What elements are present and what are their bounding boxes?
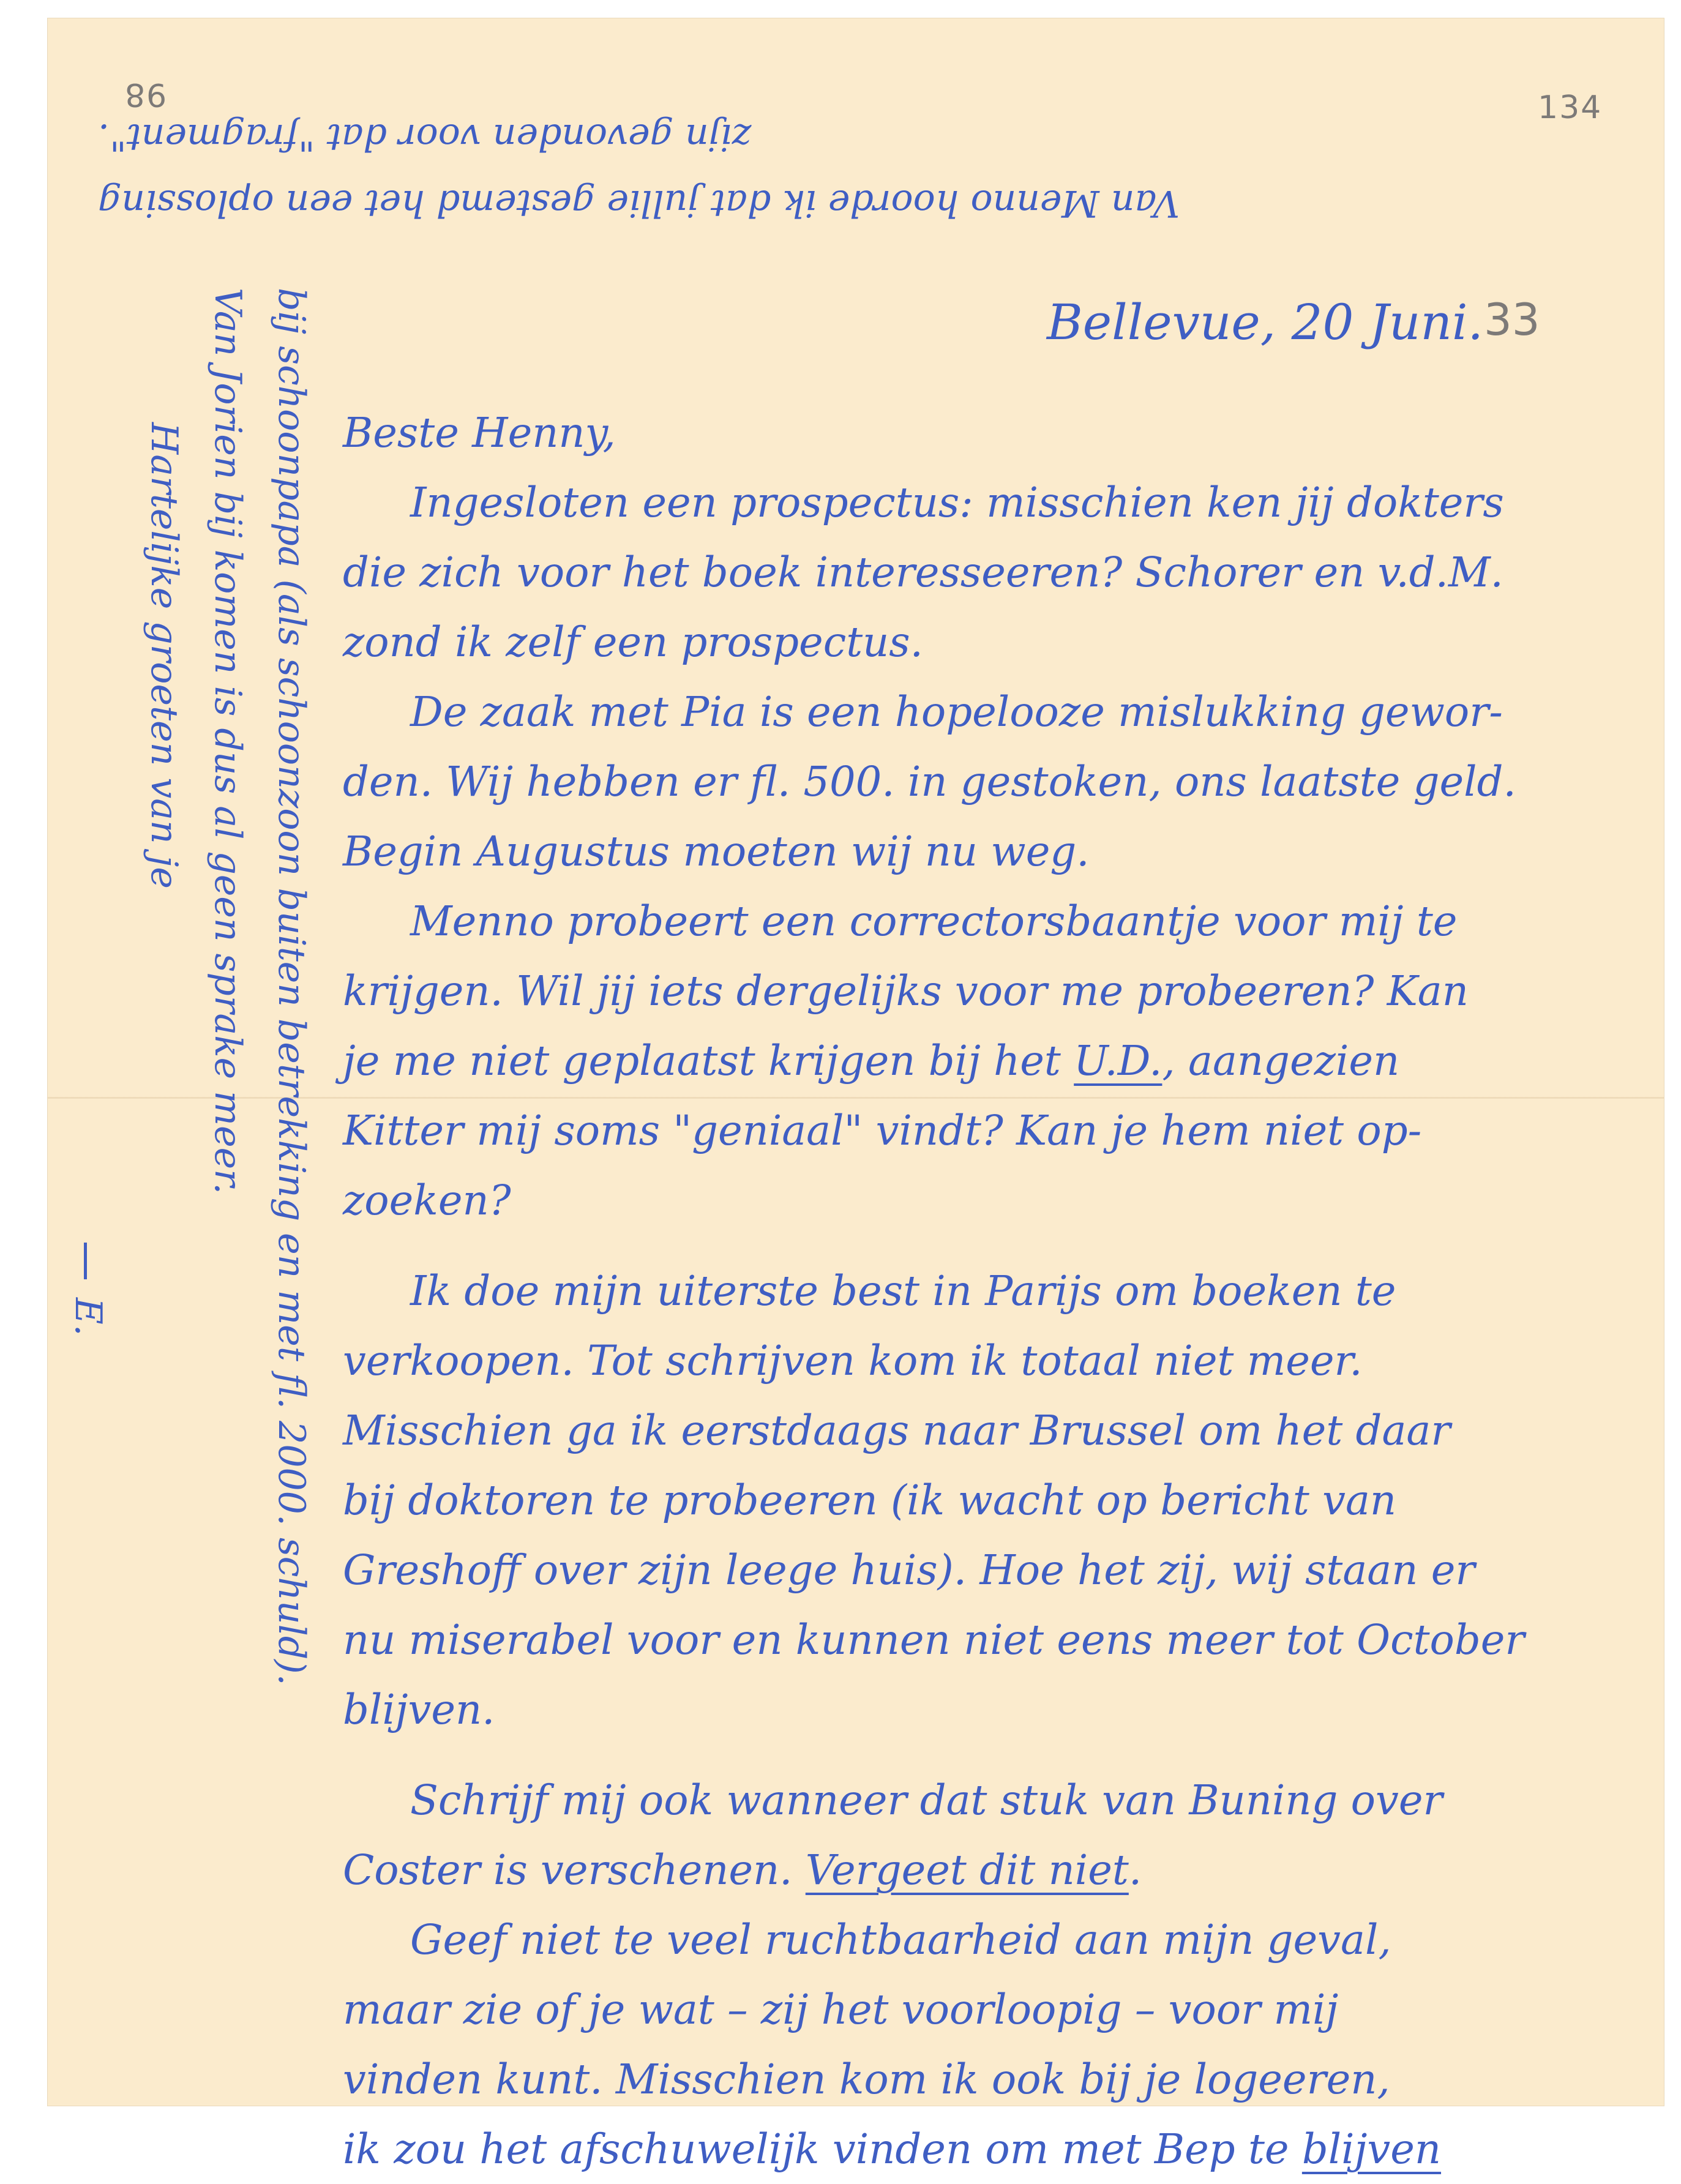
text-line: Ingesloten een prospectus: misschien ken jij dokters <box>410 479 1504 526</box>
signature-initial: E. <box>67 1298 110 1336</box>
upside-down-note-line: Van Menno hoorde ik dat jullie gestemd het een oplossing <box>98 182 1180 225</box>
salutation: Beste Henny, <box>343 409 616 457</box>
text-line: krijgen. Wil jij iets dergelijks voor me probeeren? Kan <box>343 967 1469 1015</box>
underlined-phrase: Vergeet dit niet <box>805 1846 1129 1894</box>
text-line: bij doktoren te probeeren (ik wacht op bericht van <box>343 1476 1397 1524</box>
text-line: Schrijf mij ook wanneer dat stuk van Buning over <box>410 1776 1443 1824</box>
text-line: maar zie of je wat – zij het voorloopig – voor mij <box>343 1986 1339 2033</box>
pencil-year: 33 <box>1484 294 1540 345</box>
paragraph-prospectus <box>343 468 1613 677</box>
text-line: den. Wij hebben er fl. 500. in gestoken, ons laatste geld. <box>343 758 1516 806</box>
text-line: ik zou het afschuwelijk vinden om met Bep te blijven <box>343 2125 1442 2173</box>
text-line: Greshoff over zijn leege huis). Hoe het zij, wij staan er <box>343 1546 1475 1594</box>
letter-body <box>343 398 1613 2184</box>
signature-dash <box>84 1243 87 1279</box>
text-line: De zaak met Pia is een hopelooze mislukking gewor- <box>410 688 1503 736</box>
signature <box>56 288 120 2093</box>
margin-note <box>66 288 323 2093</box>
text-line: zoeken? <box>343 1176 511 1224</box>
upside-down-note-line: zijn gevonden voor dat "fragment". <box>98 116 752 159</box>
text-line: Misschien ga ik eerstdaags naar Brussel om het daar <box>343 1407 1451 1454</box>
paragraph-pia <box>343 677 1613 886</box>
margin-note-line: Van Jorien bij komen is dus al geen sprake meer. <box>206 288 249 1195</box>
paragraph-menno <box>343 886 1613 1235</box>
paragraph-buning <box>343 1765 1613 1905</box>
text-line: Ik doe mijn uiterste best in Parijs om boeken te <box>410 1267 1396 1315</box>
paragraph-ruchtbaarheid <box>343 1905 1613 2184</box>
text-line: Menno probeert een correctorsbaantje voor mij te <box>410 897 1458 945</box>
letter-date: Bellevue, 20 Juni. <box>1047 294 1483 351</box>
text-line: zond ik zelf een prospectus. <box>343 618 923 666</box>
archive-number-left: 98 <box>124 76 167 113</box>
text-line: nu miserabel voor en kunnen niet eens meer tot October <box>343 1616 1525 1664</box>
text-line: verkoopen. Tot schrijven kom ik totaal niet meer. <box>343 1337 1363 1385</box>
upside-down-note <box>98 104 1598 236</box>
paragraph-parijs <box>343 1256 1613 1745</box>
text-line: Geef niet te veel ruchtbaarheid aan mijn geval, <box>410 1916 1391 1964</box>
archive-number-right: 134 <box>1538 89 1603 126</box>
text-line: je me niet geplaatst krijgen bij het U.D., aangezien <box>343 1037 1400 1085</box>
underlined-phrase: blijven <box>1301 2125 1442 2173</box>
text-line-underlined: Coster is verschenen. Vergeet dit niet. <box>343 1846 1142 1894</box>
text-line: Kitter mij soms "geniaal" vindt? Kan je hem niet op- <box>343 1107 1422 1154</box>
text-line: vinden kunt. Misschien kom ik ook bij je logeeren, <box>343 2055 1390 2103</box>
text-line: die zich voor het boek interesseeren? Schorer en v.d.M. <box>343 548 1503 596</box>
underlined-phrase: U.D. <box>1074 1037 1162 1085</box>
text-line: Begin Augustus moeten wij nu weg. <box>343 828 1090 875</box>
margin-note-line: bij schoonpapa (als schoonzoon buiten betrekking en met fl. 2000. schuld). <box>270 288 313 1686</box>
text-line: blijven. <box>343 1686 495 1733</box>
closing: Hartelijke groeten van je <box>143 422 185 889</box>
